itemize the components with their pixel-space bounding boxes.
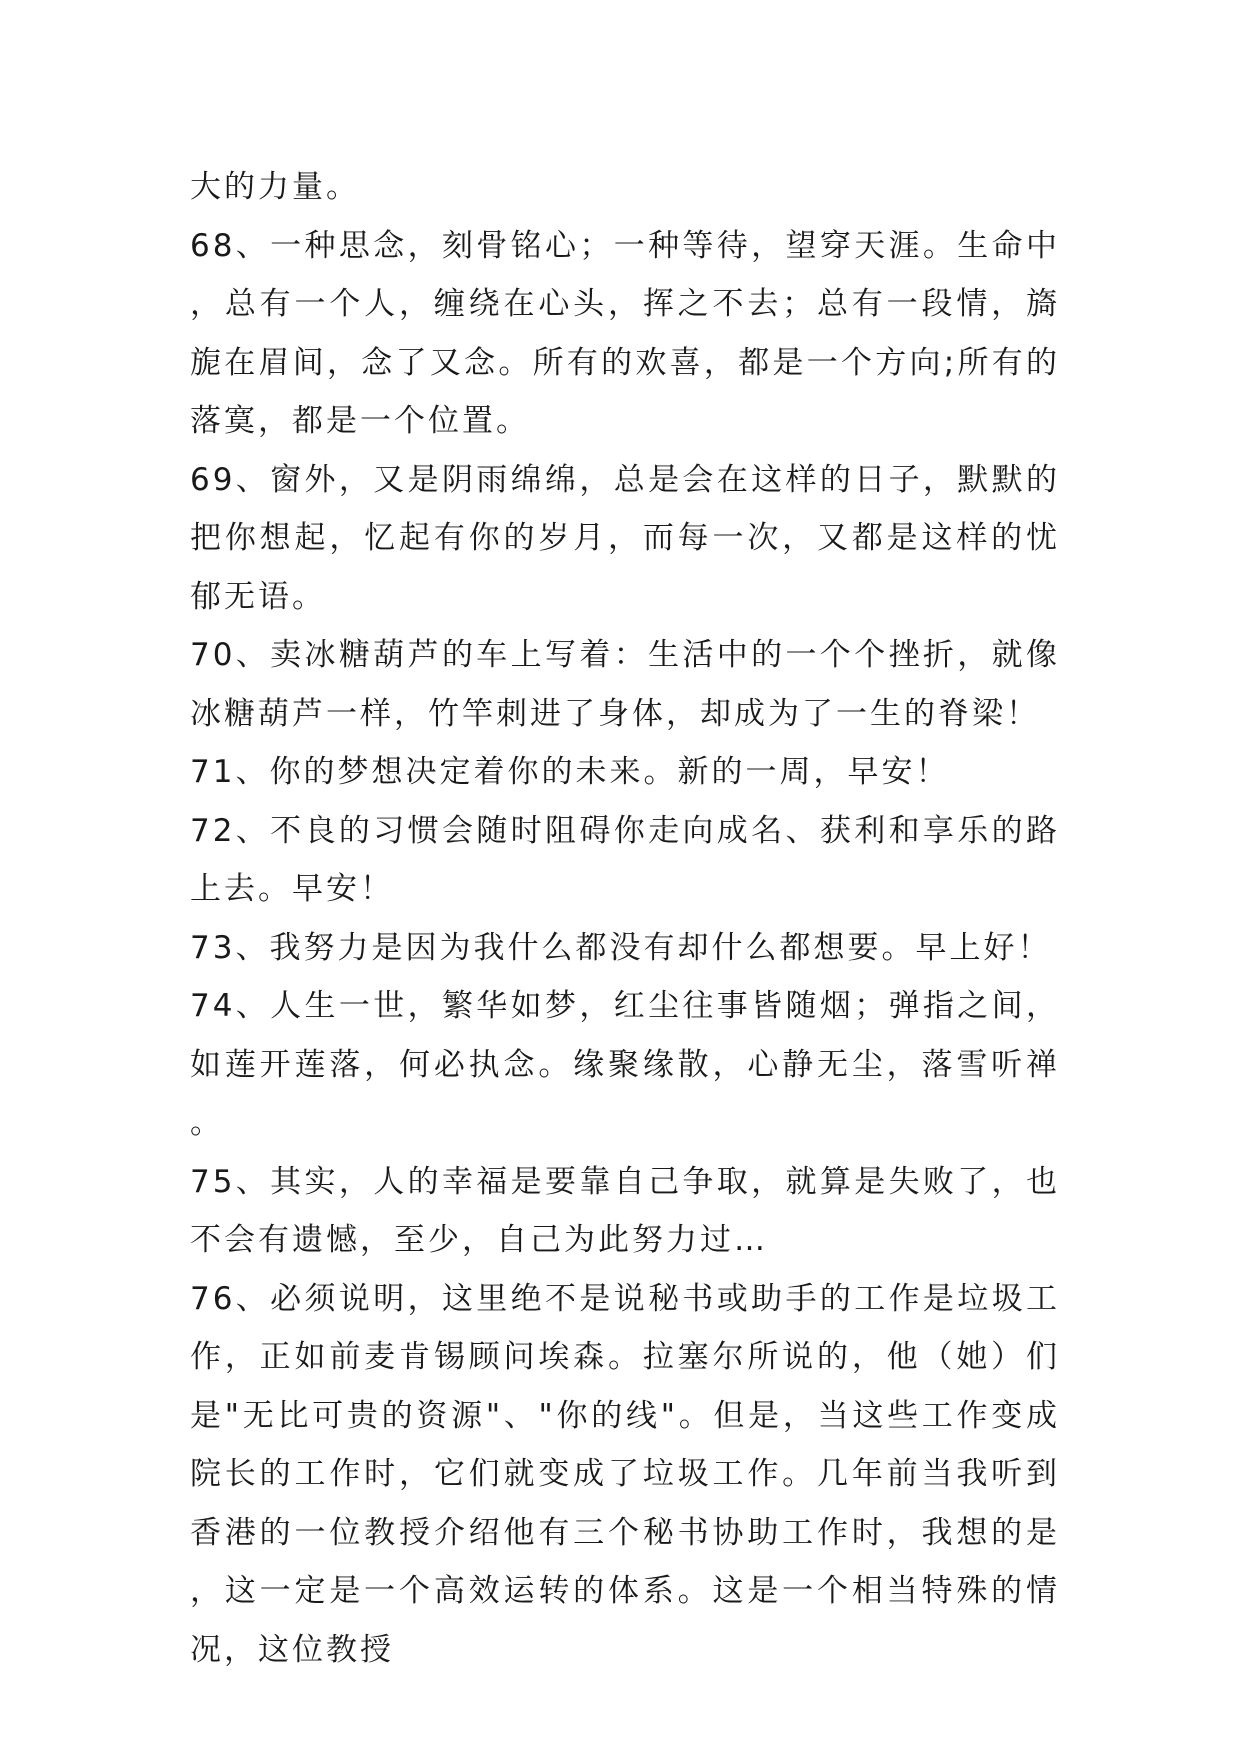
paragraph-69: 69、窗外，又是阴雨绵绵，总是会在这样的日子，默默的把你想起，忆起有你的岁月，而每一次，又都是这样的忧郁无语。 — [190, 461, 1060, 615]
document-body — [190, 158, 1060, 1679]
paragraph-75: 75、其实，人的幸福是要靠自己争取，就算是失败了，也不会有遗憾，至少，自己为此努力过… — [190, 1163, 1060, 1258]
paragraph-73: 73、我努力是因为我什么都没有却什么都想要。早上好！ — [190, 929, 1052, 966]
paragraph-68: 68、一种思念，刻骨铭心；一种等待，望穿天涯。生命中，总有一个人，缠绕在心头，挥之不去；总有一段情，旖旎在眉间，念了又念。所有的欢喜，都是一个方向;所有的落寞，都是一个位置。 — [190, 227, 1060, 439]
paragraph-70: 70、卖冰糖葫芦的车上写着：生活中的一个个挫折，就像冰糖葫芦一样，竹竿刺进了身体，却成为了一生的脊梁！ — [190, 637, 1060, 732]
paragraph-71: 71、你的梦想决定着你的未来。新的一周，早安！ — [190, 754, 950, 790]
paragraph-76: 76、必须说明，这里绝不是说秘书或助手的工作是垃圾工作，正如前麦肯锡顾问埃森。拉塞尔所说的，他（她）们是"无比可贵的资源"、"你的线"。但是，当这些工作变成院长的工作时，它们就变成了垃圾工作。几年前当我听到香港的一位教授介绍他有三个秘书协助工作时，我想的是，这一定是一个高效运转的体系。这是一个相当特殊的情况，这位教授 — [190, 1280, 1060, 1668]
paragraph-continuation: 大的力量。 — [190, 169, 360, 205]
paragraph-74: 74、人生一世，繁华如梦，红尘往事皆随烟；弹指之间，如莲开莲落，何必执念。缘聚缘散，心静无尘，落雪听禅。 — [190, 988, 1060, 1141]
paragraph-72: 72、不良的习惯会随时阻碍你走向成名、获利和享乐的路上去。早安！ — [190, 812, 1060, 907]
